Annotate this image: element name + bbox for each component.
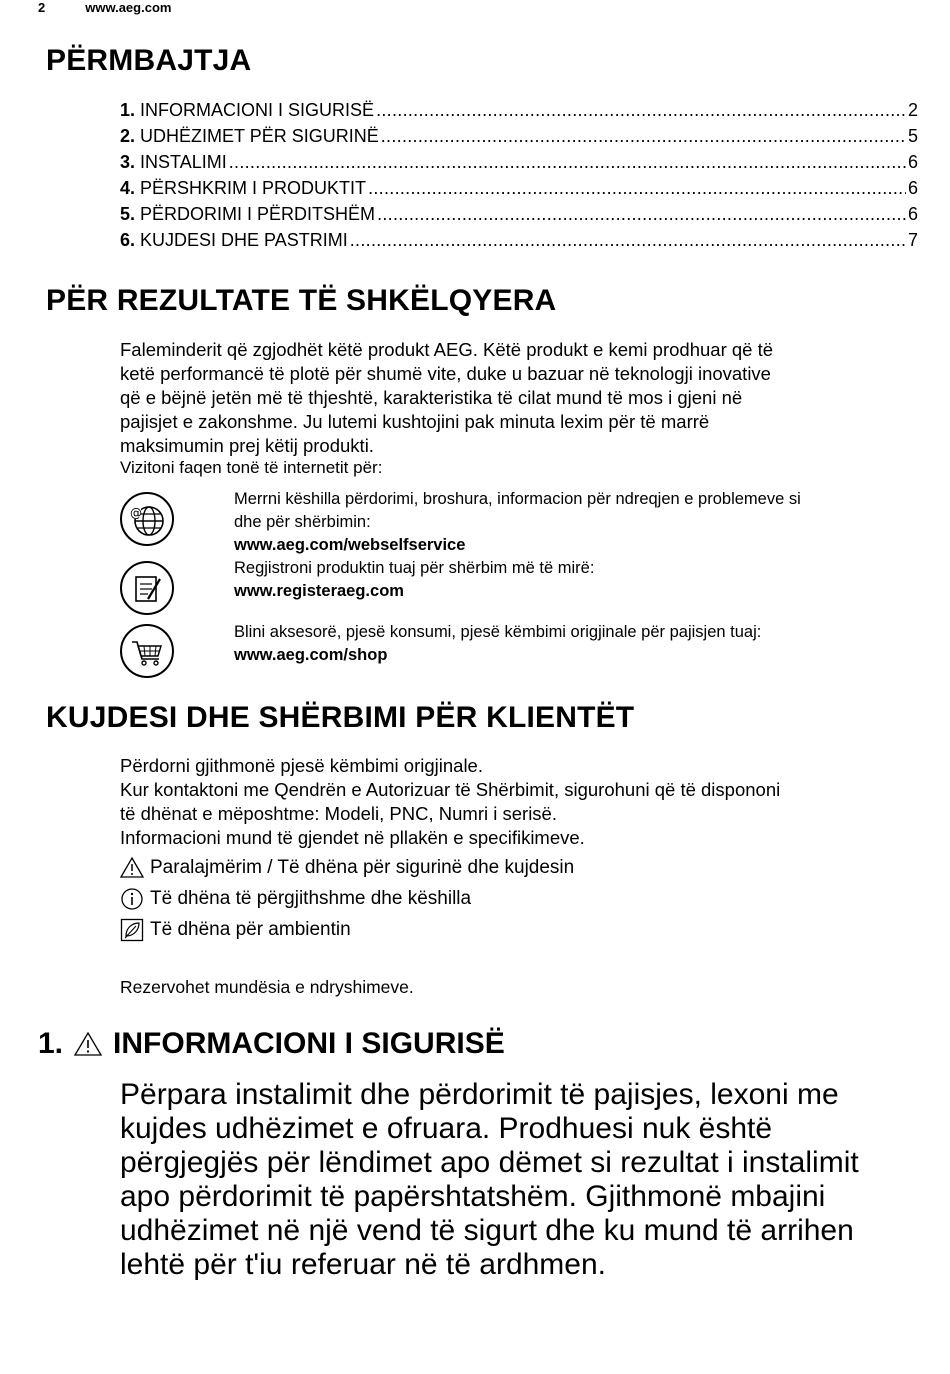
table-of-contents [120,97,918,253]
results-line: pajisjet e zakonshme. Ju lutemi kushtojini pak minuta lexim për të marrë [120,411,710,432]
page-number: 2 [38,0,46,15]
contents-title: PËRMBAJTJA [46,44,252,77]
toc-dots [229,149,906,175]
section1-heading [38,1027,505,1061]
resource-desc: Blini aksesorë, pjesë konsumi, pjesë këmbimi origjinale për pajisjen tuaj: [234,623,762,641]
care-line: të dhënat e mëposhtme: Modeli, PNC, Numri i serisë. [120,803,557,824]
environment-leaf-icon [120,918,144,942]
results-intro [120,338,910,458]
resource-text [234,621,904,667]
section1-line: përgjegjës për lëndimet apo dëmet si rezultat i instalimit [120,1146,859,1179]
web-globe-icon [120,492,174,546]
care-line: Informacioni mund të gjendet në pllakën e specifikimeve. [120,827,585,848]
register-link[interactable]: www.registeraeg.com [234,582,404,600]
section1-line: lehtë për t'iu referuar në të ardhmen. [120,1248,607,1281]
toc-item[interactable] [120,227,918,253]
legend-info [120,887,471,911]
toc-dots [350,227,906,253]
resource-desc: Regjistroni produktin tuaj për shërbim më të mirë: [234,559,595,577]
toc-dots [376,97,906,123]
page-header [38,0,171,15]
legend-info-text: Të dhëna të përgjithshme dhe këshilla [150,888,472,909]
toc-item-page: 5 [907,126,918,146]
section1-number: 1. [38,1027,64,1060]
visit-text: Vizitoni faqen tonë të internetit për: [120,458,383,477]
section1-line: apo përdorimit të papërshtatshëm. Gjithmonë mbajini [120,1180,826,1213]
toc-item-page: 2 [907,100,918,120]
register-notepad-icon [120,561,174,615]
section1-line: kujdes udhëzimet e ofruara. Prodhuesi nuk është [120,1112,773,1145]
toc-dots [381,123,906,149]
toc-item-number: 2. [120,126,136,146]
care-line: Përdorni gjithmonë pjesë këmbimi origjinale. [120,755,483,776]
section1-title: INFORMACIONI I SIGURISË [113,1027,505,1060]
toc-item-title: PËRSHKRIM I PRODUKTIT [140,178,367,198]
shop-link[interactable]: www.aeg.com/shop [234,646,388,664]
changes-note: Rezervohet mundësia e ndryshimeve. [120,977,414,997]
results-line: që e bëjnë jetën më të thjeshtë, karakteristika të cilat mund të mos i gjeni në [120,387,743,408]
results-title: PËR REZULTATE TË SHKËLQYERA [46,284,557,317]
legend-environment [120,918,351,942]
toc-item[interactable] [120,201,918,227]
warning-triangle-icon [73,1030,103,1058]
section1-line: Përpara instalimit dhe përdorimit të pajisjes, lexoni me [120,1078,839,1111]
resource-text [234,488,904,557]
legend-warning [120,856,574,880]
toc-item[interactable] [120,97,918,123]
resource-desc: dhe për shërbimin: [234,513,371,531]
toc-dots [368,175,906,201]
legend-environment-text: Të dhëna për ambientin [150,919,351,940]
toc-item-page: 7 [907,230,918,250]
toc-item-number: 5. [120,204,136,224]
section1-line: udhëzimet në një vend të sigurt dhe ku mund të arrihen [120,1214,854,1247]
toc-dots [377,201,906,227]
warning-triangle-icon [120,856,144,880]
toc-item[interactable] [120,149,918,175]
care-title: KUJDESI DHE SHËRBIMI PËR KLIENTËT [46,701,635,734]
toc-item-title: PËRDORIMI I PËRDITSHËM [140,204,376,224]
shopping-cart-icon [120,624,174,678]
care-line: Kur kontaktoni me Qendrën e Autorizuar të Shërbimit, sigurohuni që të dispononi [120,779,781,800]
toc-item[interactable] [120,123,918,149]
resource-text [234,557,904,603]
toc-item-title: INFORMACIONI I SIGURISË [140,100,375,120]
toc-item-title: INSTALIMI [140,152,227,172]
website-url[interactable]: www.aeg.com [85,0,172,15]
results-line: Faleminderit që zgjodhët këtë produkt AEG. Këtë produkt e kemi prodhuar që të [120,339,774,360]
resource-desc: Merrni këshilla përdorimi, broshura, informacion për ndreqjen e problemeve si [234,490,801,508]
toc-item-number: 3. [120,152,136,172]
legend-warning-text: Paralajmërim / Të dhëna për sigurinë dhe kujdesin [150,857,575,878]
results-line: maksimumin prej këtij produkti. [120,435,374,456]
toc-item-page: 6 [907,152,918,172]
toc-item-title: UDHËZIMET PËR SIGURINË [140,126,379,146]
info-icon [120,887,144,911]
results-line: ketë performancë të plotë për shumë vite, duke u bazuar në teknologji inovative [120,363,771,384]
toc-item-number: 1. [120,100,136,120]
care-intro [120,754,910,850]
toc-item[interactable] [120,175,918,201]
toc-item-page: 6 [907,204,918,224]
svg-text:@: @ [130,506,142,520]
toc-item-number: 4. [120,178,136,198]
webselfservice-link[interactable]: www.aeg.com/webselfservice [234,536,466,554]
toc-item-page: 6 [907,178,918,198]
section1-text [120,1078,910,1282]
toc-item-number: 6. [120,230,136,250]
toc-item-title: KUJDESI DHE PASTRIMI [140,230,348,250]
